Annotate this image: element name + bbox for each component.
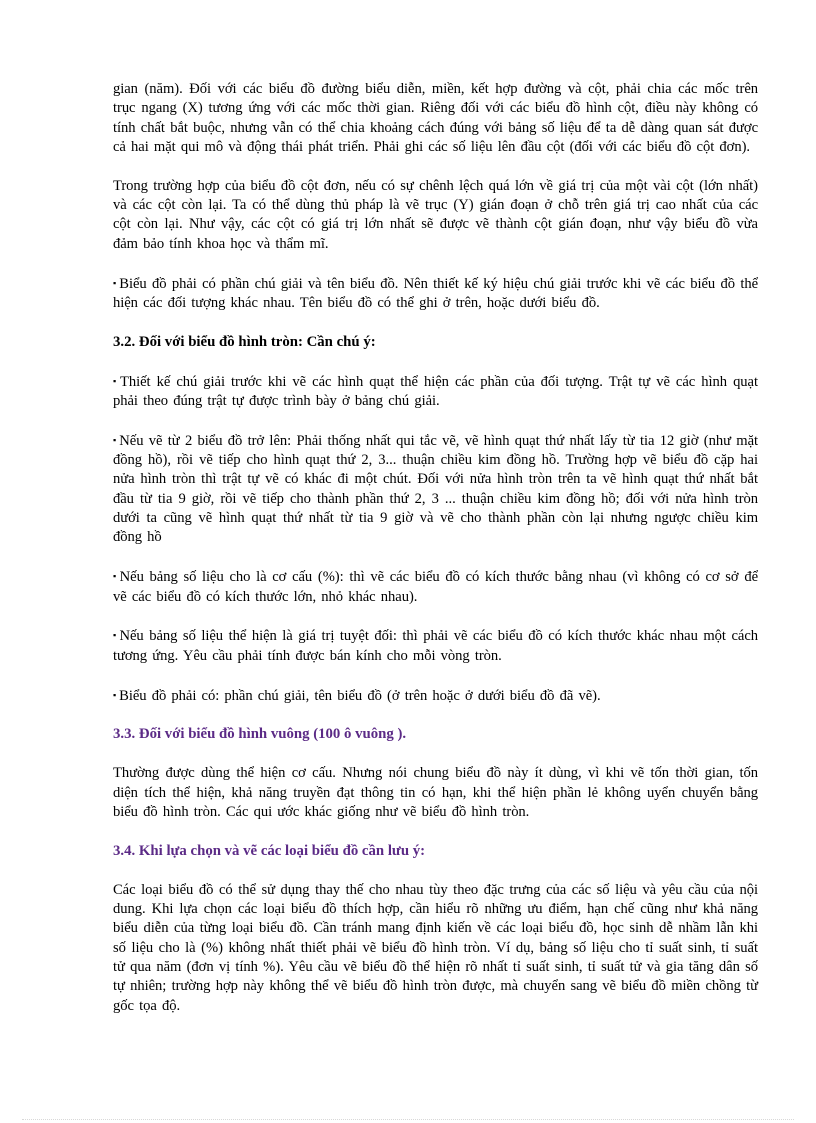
paragraph-broken-column: Trong trường hợp của biểu đồ cột đơn, nếu có sự chênh lệch quá lớn về giá trị của một vài cột (lớn nhất) và các cột còn lại. Ta có thể dùng thủ pháp là vẽ trục (Y) gián đoạn ở chỗ trên giá trị cao nhất của các cột còn lại. Như vậy, các cột có giá trị lớn nhất sẽ được vẽ thành cột gián đoạn, như vậy biểu đồ vừa đảm bảo tính khoa học và thẩm mĩ.	[113, 177, 758, 252]
section-heading-3-4: 3.4. Khi lựa chọn và vẽ các loại biểu đồ cần lưu ý:	[113, 842, 426, 859]
bullet-text: Nếu bảng số liệu thể hiện là giá trị tuyệt đối: thì phải vẽ các biểu đồ có kích thước khác nhau một cách tương ứng. Yêu cầu phải tính được bán kính cho mỗi vòng tròn.	[113, 628, 759, 664]
bullet-pie-legend	[113, 372, 758, 412]
bullet-icon: ▪	[113, 375, 117, 386]
paragraph-square-chart: Thường được dùng thể hiện cơ cấu. Nhưng nói chung biểu đồ này ít dùng, vì khi vẽ tốn thời gian, tốn diện tích thể hiện, khả năng truyền đạt thông tin có hạn, khi thể hiện phần lẻ không uyển chuyển bằng biểu đồ hình tròn. Các qui ước khác giống như vẽ biểu đồ hình tròn.	[113, 765, 758, 820]
bullet-icon: ▪	[113, 689, 117, 700]
section-heading-3-3: 3.3. Đối với biểu đồ hình vuông (100 ô vuông ).	[113, 726, 407, 743]
page-bottom-divider	[22, 1119, 794, 1120]
bullet-text: Biểu đồ phải có: phần chú giải, tên biểu đồ (ở trên hoặc ở dưới biểu đồ đã vẽ).	[119, 687, 601, 704]
bullet-text: Thiết kế chú giải trước khi vẽ các hình quạt thể hiện các phần của đối tượng. Trật tự vẽ các hình quạt phải theo đúng trật tự được trình bày ở bảng chú giải.	[113, 373, 758, 409]
bullet-icon: ▪	[113, 434, 117, 445]
paragraph-axis-divisions: gian (năm). Đối với các biểu đồ đường biểu diễn, miền, kết hợp đường và cột, phải chia các mốc trên trục ngang (X) tương ứng với các mốc thời gian. Riêng đối với các biểu đồ hình cột, điều này không có tính chất bắt buộc, nhưng vẫn có thể chia khoảng cách đúng với bảng số liệu để ta dễ dàng quan sát được cả hai mặt qui mô và động thái phát triển. Phải ghi các số liệu lên đầu cột (đối với các biểu đồ cột đơn).	[113, 81, 758, 155]
document-page	[113, 80, 758, 1016]
bullet-pie-required	[113, 686, 758, 706]
bullet-icon: ▪	[113, 571, 117, 582]
bullet-text: Nếu bảng số liệu cho là cơ cấu (%): thì vẽ các biểu đồ có kích thước bằng nhau (vì không có cơ sở để vẽ các biểu đồ có kích thước lớn, nhỏ khác nhau).	[113, 569, 759, 605]
bullet-pie-structure	[113, 567, 758, 607]
section-heading-3-2: 3.2. Đối với biểu đồ hình tròn: Cần chú ý:	[113, 333, 376, 350]
bullet-pie-absolute	[113, 626, 758, 666]
bullet-icon: ▪	[113, 630, 117, 641]
bullet-legend-title	[113, 274, 758, 314]
bullet-text: Nếu vẽ từ 2 biểu đồ trở lên: Phải thống nhất qui tắc vẽ, vẽ hình quạt thứ nhất lấy từ tia 12 giờ (như mặt đồng hồ), rồi vẽ tiếp cho hình quạt thứ 2, 3... thuận chiều kim đồng hồ. Trường hợp vẽ biểu đồ cặp hai nửa hình tròn thì trật tự vẽ có khác đi một chút. Đối với nửa hình tròn trên ta vẽ hình quạt thứ nhất bắt đầu từ tia 9 giờ, rồi vẽ tiếp cho thành phần thứ 2, 3 ... thuận chiều kim đồng hồ; đối với nửa hình tròn dưới ta cũng vẽ hình quạt thứ nhất từ tia 9 giờ và vẽ cho thành phần còn lại nhưng ngược chiều kim đồng hồ	[113, 432, 759, 546]
bullet-pie-multiple	[113, 431, 758, 548]
bullet-icon: ▪	[113, 277, 117, 288]
paragraph-chart-selection: Các loại biểu đồ có thể sử dụng thay thế cho nhau tùy theo đặc trưng của các số liệu và yêu cầu của nội dung. Khi lựa chọn các loại biểu đồ thích hợp, cần hiểu rõ những ưu điểm, hạn chế cũng như khả năng biểu diễn của từng loại biểu đồ. Cần tránh mang định kiến về các loại biểu đồ, học sinh dễ nhầm lẫn khi số liệu cho là (%) không nhất thiết phải vẽ biểu đồ hình tròn. Ví dụ, bảng số liệu cho tỉ suất sinh, tỉ suất tử qua năm (đơn vị tính %). Yêu cầu vẽ biểu đồ thể hiện rõ nhất tỉ suất sinh, tỉ suất tử và gia tăng dân số tự nhiên; trường hợp này không thể vẽ biểu đồ hình tròn được, mà chuyển sang vẽ biểu đồ miền chồng từ gốc tọa độ.	[113, 881, 758, 1014]
bullet-text: Biểu đồ phải có phần chú giải và tên biểu đồ. Nên thiết kế ký hiệu chú giải trước khi vẽ các biểu đồ thể hiện các đối tượng khác nhau. Tên biểu đồ có thể ghi ở trên, hoặc dưới biểu đồ.	[113, 275, 758, 311]
